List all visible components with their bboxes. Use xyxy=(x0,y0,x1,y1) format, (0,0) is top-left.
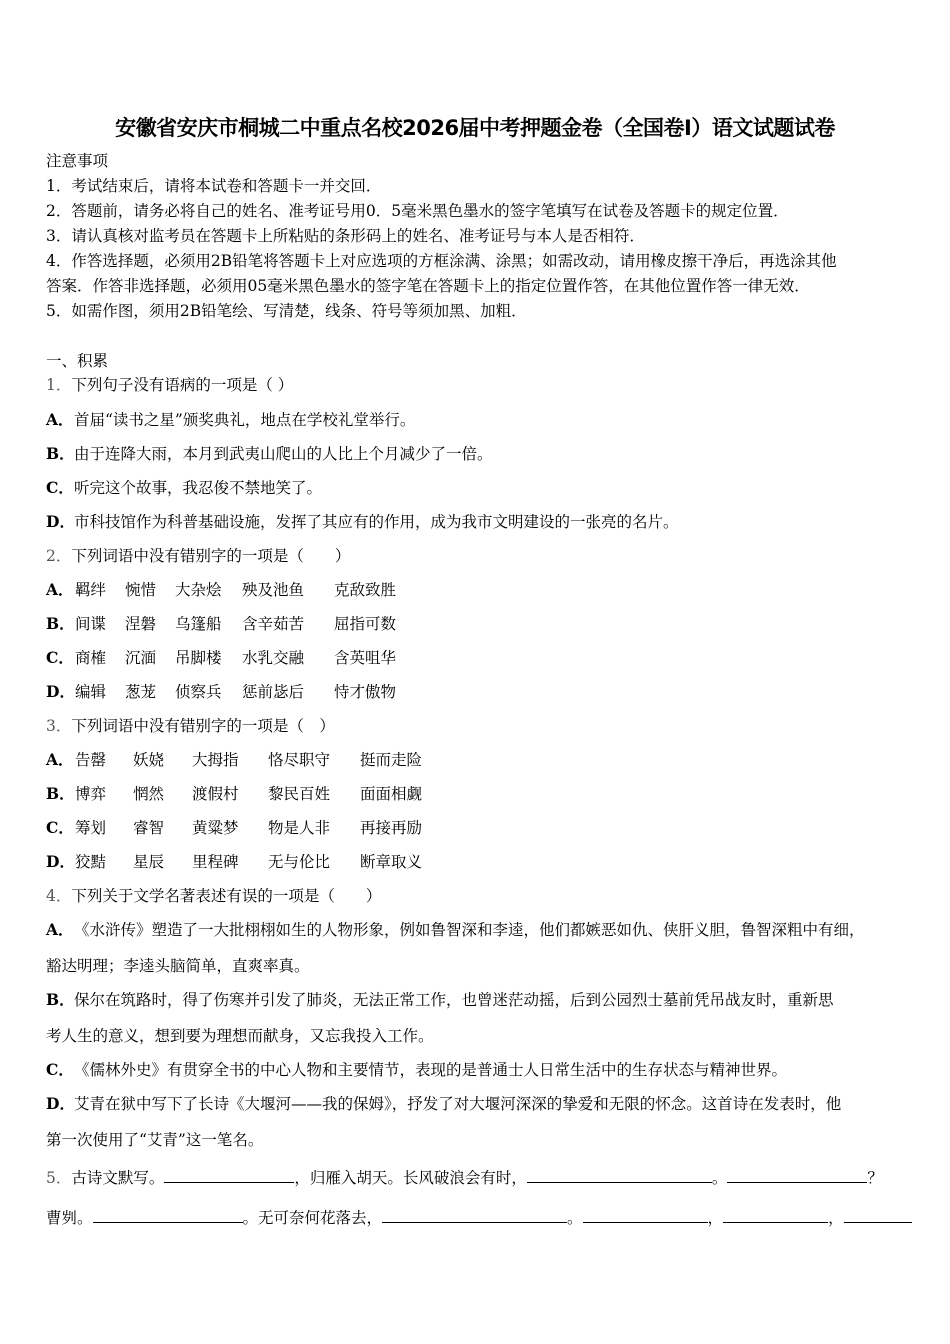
option-word: 星辰 xyxy=(133,853,165,871)
q3-option-c xyxy=(46,818,906,838)
option-text: 《水浒传》塑造了一大批栩栩如生的人物形象，例如鲁智深和李逵，他们都嫉恶如仇、侠肝义胆，鲁智深粗中有细， xyxy=(74,921,865,939)
poem-text: 。 xyxy=(567,1209,583,1227)
option-word: 面面相觑 xyxy=(360,785,423,803)
question-text: 下列词语中没有错别字的一项是（ ） xyxy=(71,547,351,565)
option-word: 睿智 xyxy=(133,819,165,837)
option-word: 物是人非 xyxy=(268,819,331,837)
option-word: 博弈 xyxy=(75,785,107,803)
option-word: 殃及池鱼 xyxy=(242,581,305,599)
option-label: A． xyxy=(46,920,74,939)
option-word: 侦察兵 xyxy=(175,683,222,701)
option-text: 市科技馆作为科普基础设施，发挥了其应有的作用，成为我市文明建设的一张亮的名片。 xyxy=(74,513,679,531)
q4-option-a xyxy=(46,920,865,940)
option-word: 渡假村 xyxy=(192,785,239,803)
option-label: D． xyxy=(46,1094,75,1113)
option-label: A． xyxy=(46,750,74,769)
section-heading: 一、积累 xyxy=(46,352,109,370)
option-word: 再接再励 xyxy=(360,819,423,837)
option-word: 恪尽职守 xyxy=(268,751,331,769)
option-label: D． xyxy=(46,512,75,531)
question-number: 3． xyxy=(46,717,72,735)
poem-text: 曹刿。 xyxy=(46,1209,93,1227)
poem-text: ，归雁入胡天。长风破浪会有时， xyxy=(294,1169,527,1187)
notes-heading: 注意事项 xyxy=(46,152,109,170)
note-line: 2．答题前，请务必将自己的姓名、准考证号用0．5毫米黑色墨水的签字笔填写在试卷及答题卡的规定位置． xyxy=(46,202,789,220)
question-text: 下列句子没有语病的一项是（ ） xyxy=(71,376,294,394)
q4-option-a-cont: 豁达明理；李逵头脑简单，直爽率真。 xyxy=(46,957,310,975)
option-word: 惋惜 xyxy=(125,581,157,599)
option-text: 由于连降大雨，本月到武夷山爬山的人比上个月减少了一倍。 xyxy=(74,445,493,463)
option-word: 妖娆 xyxy=(133,751,165,769)
option-word: 克敌致胜 xyxy=(334,581,397,599)
poem-text: 。 xyxy=(711,1169,728,1187)
question-4-stem xyxy=(46,886,381,906)
q1-option-a xyxy=(46,410,415,430)
option-label: C． xyxy=(46,1060,74,1079)
option-word: 间谍 xyxy=(75,615,107,633)
option-label: C． xyxy=(46,818,74,837)
option-label: D． xyxy=(46,682,75,701)
q2-option-d xyxy=(46,682,906,702)
option-word: 涅磐 xyxy=(125,615,157,633)
option-text: 听完这个故事，我忍俊不禁地笑了。 xyxy=(74,479,323,497)
option-word: 狡黠 xyxy=(75,853,107,871)
question-number: 2． xyxy=(46,547,72,565)
q2-option-a xyxy=(46,580,906,600)
option-word: 惩前毖后 xyxy=(242,683,305,701)
q2-option-c xyxy=(46,648,906,668)
question-number: 1． xyxy=(46,376,72,394)
q4-option-c xyxy=(46,1060,787,1080)
answer-blank[interactable] xyxy=(844,1206,912,1223)
option-word: 大杂烩 xyxy=(175,581,222,599)
q3-option-d xyxy=(46,852,906,872)
note-line: 答案．作答非选择题，必须用05毫米黑色墨水的签字笔在答题卡上的指定位置作答，在其他位置作答一律无效． xyxy=(46,277,810,295)
option-word: 吊脚楼 xyxy=(175,649,222,667)
q2-option-b xyxy=(46,614,906,634)
question-number: 4． xyxy=(46,887,72,905)
q3-option-a xyxy=(46,750,906,770)
q4-option-b xyxy=(46,990,834,1010)
option-label: C． xyxy=(46,648,74,667)
option-word: 惘然 xyxy=(133,785,165,803)
option-word: 筹划 xyxy=(75,819,107,837)
q4-option-d-cont: 第一次使用了“艾青”这一笔名。 xyxy=(46,1131,264,1149)
question-text: 下列关于文学名著表述有误的一项是（ ） xyxy=(71,887,382,905)
option-word: 断章取义 xyxy=(360,853,423,871)
option-word: 羁绊 xyxy=(75,581,107,599)
question-text: 下列词语中没有错别字的一项是（ ） xyxy=(71,717,335,735)
option-word: 葱茏 xyxy=(125,683,157,701)
option-word: 挺而走险 xyxy=(360,751,423,769)
answer-blank[interactable] xyxy=(382,1206,567,1223)
answer-blank[interactable] xyxy=(723,1206,828,1223)
option-text: 首届“读书之星”颁奖典礼，地点在学校礼堂举行。 xyxy=(74,411,416,429)
option-word: 里程碑 xyxy=(192,853,239,871)
answer-blank[interactable] xyxy=(727,1166,867,1183)
option-label: B． xyxy=(46,990,75,1009)
option-text: 保尔在筑路时，得了伤寒并引发了肺炎，无法正常工作，也曾迷茫动摇，后到公园烈士墓前凭吊战友时，重新思 xyxy=(74,991,834,1009)
option-word: 含英咀华 xyxy=(334,649,397,667)
option-label: B． xyxy=(46,784,75,803)
question-5-line-1 xyxy=(46,1166,883,1188)
option-word: 水乳交融 xyxy=(242,649,305,667)
option-text: 《儒林外史》有贯穿全书的中心人物和主要情节，表现的是普通士人日常生活中的生存状态与精神世界。 xyxy=(74,1061,788,1079)
option-word: 告罄 xyxy=(75,751,107,769)
option-word: 恃才傲物 xyxy=(334,683,397,701)
answer-blank[interactable] xyxy=(527,1166,712,1183)
option-word: 商榷 xyxy=(75,649,107,667)
q1-option-d xyxy=(46,512,679,532)
q4-option-d xyxy=(46,1094,841,1114)
option-word: 无与伦比 xyxy=(268,853,331,871)
q1-option-b xyxy=(46,444,493,464)
option-word: 大拇指 xyxy=(192,751,239,769)
option-label: C． xyxy=(46,478,74,497)
option-text: 艾青在狱中写下了长诗《大堰河——我的保姆》，抒发了对大堰河深深的挚爱和无限的怀念。这首诗在发表时，他 xyxy=(74,1095,842,1113)
question-text: 古诗文默写。 xyxy=(71,1169,165,1187)
option-word: 黎民百姓 xyxy=(268,785,331,803)
q4-option-b-cont: 考人生的意义，想到要为理想而献身，又忘我投入工作。 xyxy=(46,1027,434,1045)
poem-text: ， xyxy=(707,1209,724,1227)
poem-text: 。无可奈何花落去， xyxy=(242,1209,383,1227)
q3-option-b xyxy=(46,784,906,804)
note-line: 3．请认真核对监考员在答题卡上所粘贴的条形码上的姓名、准考证号与本人是否相符． xyxy=(46,227,645,245)
option-word: 屈指可数 xyxy=(334,615,397,633)
answer-blank[interactable] xyxy=(93,1206,243,1223)
answer-blank[interactable] xyxy=(583,1206,708,1223)
option-label: D． xyxy=(46,852,75,871)
question-3-stem xyxy=(46,716,335,736)
note-line: 4．作答选择题，必须用2B铅笔将答题卡上对应选项的方框涂满、涂黑；如需改动，请用橡皮擦干净后，再选涂其他 xyxy=(46,252,837,270)
question-5-line-2 xyxy=(46,1206,912,1228)
note-line: 5．如需作图，须用2B铅笔绘、写清楚，线条、符号等须加黑、加粗． xyxy=(46,302,527,320)
option-label: B． xyxy=(46,444,75,463)
poem-text: ， xyxy=(828,1209,844,1227)
option-label: A． xyxy=(46,410,74,429)
answer-blank[interactable] xyxy=(164,1166,294,1183)
option-word: 乌篷船 xyxy=(175,615,222,633)
option-label: B． xyxy=(46,614,75,633)
poem-text: ？ xyxy=(867,1169,883,1187)
option-word: 黄粱梦 xyxy=(192,819,239,837)
option-word: 沉湎 xyxy=(125,649,157,667)
page-title: 安徽省安庆市桐城二中重点名校2026届中考押题金卷（全国卷Ⅰ）语文试题试卷 xyxy=(115,116,835,140)
option-label: A． xyxy=(46,580,74,599)
q1-option-c xyxy=(46,478,322,498)
question-number: 5． xyxy=(46,1169,72,1187)
option-word: 含辛茹苦 xyxy=(242,615,305,633)
option-word: 编辑 xyxy=(75,683,107,701)
question-1-stem xyxy=(46,375,293,395)
note-line: 1．考试结束后，请将本试卷和答题卡一并交回． xyxy=(46,177,382,195)
question-2-stem xyxy=(46,546,350,566)
